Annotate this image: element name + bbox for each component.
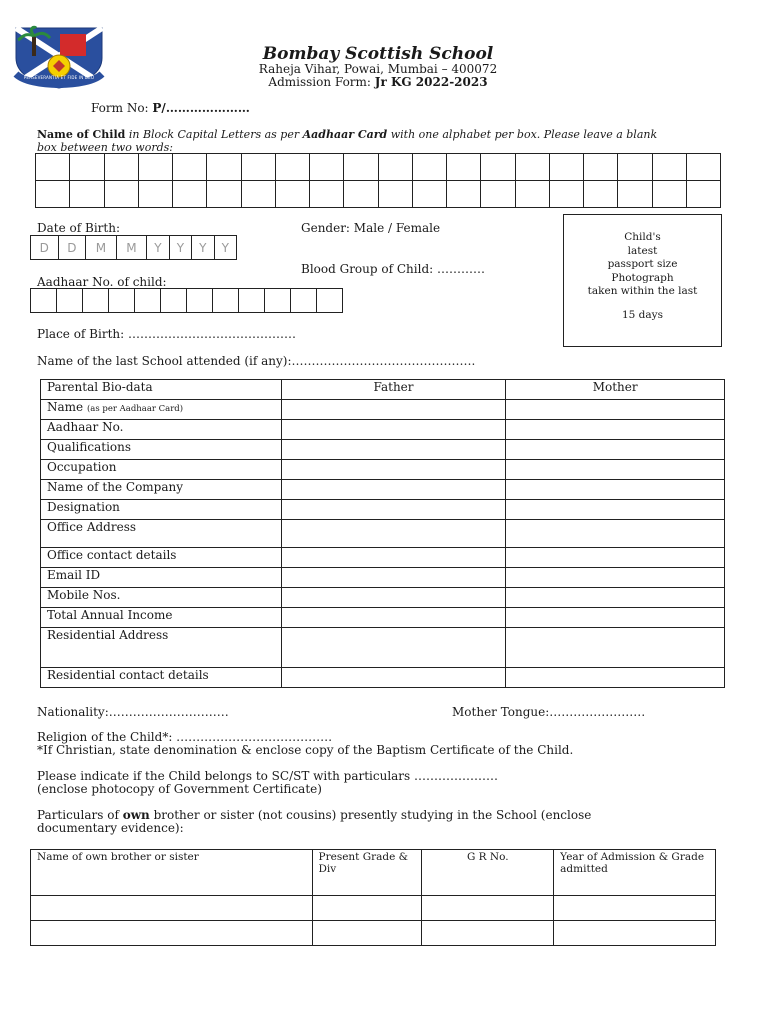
father-cell[interactable] bbox=[281, 608, 506, 628]
aadhaar-box[interactable] bbox=[317, 289, 343, 313]
dob-box[interactable]: Y bbox=[169, 236, 191, 260]
child-name-boxes[interactable] bbox=[35, 153, 721, 208]
name-box[interactable] bbox=[207, 181, 241, 208]
row-label: Designation bbox=[41, 500, 282, 520]
row-label: Qualifications bbox=[41, 440, 282, 460]
name-box[interactable] bbox=[241, 181, 275, 208]
father-cell[interactable] bbox=[281, 420, 506, 440]
siblings-intro: Particulars of own brother or sister (not cousins) presently studying in the School (enclose documentary evidence): bbox=[37, 808, 592, 835]
gender-field[interactable]: Gender: Male / Female bbox=[301, 221, 441, 235]
school-logo bbox=[10, 24, 108, 90]
aadhaar-child-boxes[interactable] bbox=[30, 288, 343, 313]
religion-note: *If Christian, state denomination & enclose copy of the Baptism Certificate of the Child. bbox=[37, 743, 574, 757]
name-box[interactable] bbox=[138, 154, 172, 181]
name-box[interactable] bbox=[70, 181, 104, 208]
name-box[interactable] bbox=[138, 181, 172, 208]
sibling-cell[interactable] bbox=[31, 921, 313, 946]
father-cell[interactable] bbox=[281, 500, 506, 520]
row-label: Name of the Company bbox=[41, 480, 282, 500]
name-box[interactable] bbox=[549, 154, 583, 181]
name-box[interactable] bbox=[36, 154, 70, 181]
table-row bbox=[41, 420, 725, 440]
mother-cell[interactable] bbox=[506, 588, 725, 608]
father-cell[interactable] bbox=[281, 548, 506, 568]
mother-cell[interactable] bbox=[506, 568, 725, 588]
dob-box[interactable]: M bbox=[86, 236, 117, 260]
name-box[interactable] bbox=[447, 154, 481, 181]
aadhaar-box[interactable] bbox=[265, 289, 291, 313]
child-name-label: Name of Child bbox=[37, 128, 126, 141]
row-label: Aadhaar No. bbox=[41, 420, 282, 440]
name-box[interactable] bbox=[515, 181, 549, 208]
sibling-cell[interactable] bbox=[312, 896, 422, 921]
header-cell: Parental Bio-data bbox=[41, 380, 282, 400]
aadhaar-box[interactable] bbox=[161, 289, 187, 313]
aadhaar-box[interactable] bbox=[83, 289, 109, 313]
name-box[interactable] bbox=[378, 154, 412, 181]
table-row bbox=[41, 668, 725, 688]
father-cell[interactable] bbox=[281, 668, 506, 688]
name-box[interactable] bbox=[310, 154, 344, 181]
sibling-cell[interactable] bbox=[422, 921, 554, 946]
table-row bbox=[31, 896, 716, 921]
mother-cell[interactable] bbox=[506, 608, 725, 628]
table-row bbox=[41, 588, 725, 608]
name-box[interactable] bbox=[549, 181, 583, 208]
name-box[interactable] bbox=[412, 154, 446, 181]
parental-biodata-table bbox=[40, 379, 725, 688]
sibling-cell[interactable] bbox=[31, 896, 313, 921]
logo-motto: PERSEVERANTIA ET FIDE IN DEO bbox=[23, 75, 95, 80]
table-row bbox=[41, 500, 725, 520]
table-row bbox=[41, 608, 725, 628]
header-cell: Present Grade & Div bbox=[312, 850, 422, 896]
dob-label: Date of Birth: bbox=[37, 221, 120, 235]
name-box[interactable] bbox=[275, 181, 309, 208]
scst-note: (enclose photocopy of Government Certificate) bbox=[37, 782, 322, 796]
name-box[interactable] bbox=[207, 154, 241, 181]
school-name: Bombay Scottish School bbox=[262, 44, 494, 64]
mother-cell[interactable] bbox=[506, 628, 725, 668]
header-cell: Year of Admission & Grade admitted bbox=[554, 850, 716, 896]
row-label: Occupation bbox=[41, 460, 282, 480]
father-cell[interactable] bbox=[281, 480, 506, 500]
table-row bbox=[41, 628, 725, 668]
row-label: Residential Address bbox=[41, 628, 282, 668]
mother-cell[interactable] bbox=[506, 668, 725, 688]
name-box[interactable] bbox=[652, 154, 686, 181]
mother-cell[interactable] bbox=[506, 400, 725, 420]
table-row bbox=[41, 460, 725, 480]
father-cell[interactable] bbox=[281, 588, 506, 608]
table-row bbox=[41, 548, 725, 568]
table-row bbox=[41, 480, 725, 500]
dob-boxes[interactable] bbox=[30, 235, 237, 260]
last-school-field[interactable]: Name of the last School attended (if any):………………………………………. bbox=[37, 354, 476, 368]
nationality-field[interactable]: Nationality:………………………… bbox=[37, 705, 229, 719]
row-label: Office Address bbox=[41, 520, 282, 548]
dob-box[interactable]: D bbox=[31, 236, 59, 260]
name-box[interactable] bbox=[36, 181, 70, 208]
child-name-instructions: Name of Child in Block Capital Letters as per Aadhaar Card with one alphabet per box. Please leave a blank box between two words: bbox=[37, 128, 658, 154]
form-no-label: Form No: bbox=[91, 101, 153, 115]
table-row bbox=[41, 400, 725, 420]
aadhaar-box[interactable] bbox=[239, 289, 265, 313]
dob-box[interactable]: Y bbox=[192, 236, 214, 260]
name-box[interactable] bbox=[447, 181, 481, 208]
table-row bbox=[41, 440, 725, 460]
sibling-cell[interactable] bbox=[312, 921, 422, 946]
name-box[interactable] bbox=[652, 181, 686, 208]
sibling-cell[interactable] bbox=[554, 896, 716, 921]
name-box[interactable] bbox=[70, 154, 104, 181]
school-address: Raheja Vihar, Powai, Mumbai – 400072 bbox=[258, 62, 498, 76]
mother-cell[interactable] bbox=[506, 500, 725, 520]
aadhaar-box[interactable] bbox=[135, 289, 161, 313]
name-box[interactable] bbox=[378, 181, 412, 208]
name-box[interactable] bbox=[515, 154, 549, 181]
aadhaar-box[interactable] bbox=[291, 289, 317, 313]
form-no-value: P/………………… bbox=[152, 101, 250, 115]
row-label: Office contact details bbox=[41, 548, 282, 568]
row-label: Email ID bbox=[41, 568, 282, 588]
dob-box[interactable]: Y bbox=[214, 236, 236, 260]
header-cell: G R No. bbox=[422, 850, 554, 896]
row-label: Mobile Nos. bbox=[41, 588, 282, 608]
dob-box[interactable]: Y bbox=[147, 236, 169, 260]
admission-form-line bbox=[158, 75, 598, 89]
dob-box[interactable]: D bbox=[58, 236, 86, 260]
blood-group-field[interactable]: Blood Group of Child: ………… bbox=[301, 262, 485, 276]
table-row bbox=[41, 520, 725, 548]
name-box[interactable] bbox=[310, 181, 344, 208]
photo-box: Child's latest passport size Photograph taken within the last 15 days bbox=[563, 214, 722, 347]
admission-class: Jr KG 2022-2023 bbox=[374, 75, 488, 89]
name-box[interactable] bbox=[173, 181, 207, 208]
aadhaar-box[interactable] bbox=[57, 289, 83, 313]
mother-cell[interactable] bbox=[506, 420, 725, 440]
aadhaar-box[interactable] bbox=[187, 289, 213, 313]
aadhaar-box[interactable] bbox=[109, 289, 135, 313]
table-row bbox=[31, 850, 716, 896]
name-box[interactable] bbox=[481, 154, 515, 181]
header-cell: Name of own brother or sister bbox=[31, 850, 313, 896]
mother-cell[interactable] bbox=[506, 460, 725, 480]
mother-tongue-field[interactable]: Mother Tongue:…………………… bbox=[452, 705, 646, 719]
name-box[interactable] bbox=[412, 181, 446, 208]
form-no bbox=[91, 101, 250, 115]
name-box[interactable] bbox=[686, 154, 720, 181]
place-of-birth-field[interactable]: Place of Birth: …………………………………… bbox=[37, 327, 296, 341]
father-cell[interactable] bbox=[281, 440, 506, 460]
father-cell[interactable] bbox=[281, 460, 506, 480]
father-cell[interactable] bbox=[281, 400, 506, 420]
name-box[interactable] bbox=[344, 154, 378, 181]
header-cell: Father bbox=[281, 380, 506, 400]
name-box[interactable] bbox=[104, 181, 138, 208]
sibling-cell[interactable] bbox=[554, 921, 716, 946]
table-row bbox=[31, 921, 716, 946]
row-label: Residential contact details bbox=[41, 668, 282, 688]
row-label: Name bbox=[47, 400, 84, 414]
father-cell[interactable] bbox=[281, 520, 506, 548]
name-box[interactable] bbox=[584, 181, 618, 208]
header-cell: Mother bbox=[506, 380, 725, 400]
row-label: Total Annual Income bbox=[41, 608, 282, 628]
admission-label: Admission Form: bbox=[268, 75, 375, 89]
aadhaar-child-label: Aadhaar No. of child: bbox=[37, 275, 167, 289]
table-row bbox=[41, 380, 725, 400]
name-box[interactable] bbox=[344, 181, 378, 208]
name-box[interactable] bbox=[104, 154, 138, 181]
name-box[interactable] bbox=[618, 154, 652, 181]
aadhaar-box[interactable] bbox=[31, 289, 57, 313]
mother-cell[interactable] bbox=[506, 520, 725, 548]
father-cell[interactable] bbox=[281, 628, 506, 668]
row-note: (as per Aadhaar Card) bbox=[86, 404, 184, 414]
dob-box[interactable]: M bbox=[116, 236, 147, 260]
name-box[interactable] bbox=[275, 154, 309, 181]
scst-field[interactable]: Please indicate if the Child belongs to SC/ST with particulars ………………… bbox=[37, 769, 499, 783]
mother-cell[interactable] bbox=[506, 548, 725, 568]
mother-cell[interactable] bbox=[506, 480, 725, 500]
name-box[interactable] bbox=[584, 154, 618, 181]
name-box[interactable] bbox=[481, 181, 515, 208]
siblings-table bbox=[30, 849, 716, 946]
name-box[interactable] bbox=[686, 181, 720, 208]
sibling-cell[interactable] bbox=[422, 896, 554, 921]
aadhaar-box[interactable] bbox=[213, 289, 239, 313]
name-box[interactable] bbox=[173, 154, 207, 181]
name-box[interactable] bbox=[618, 181, 652, 208]
name-box[interactable] bbox=[241, 154, 275, 181]
table-row bbox=[41, 568, 725, 588]
mother-cell[interactable] bbox=[506, 440, 725, 460]
father-cell[interactable] bbox=[281, 568, 506, 588]
religion-field[interactable]: Religion of the Child*: ………………………………… bbox=[37, 730, 333, 744]
